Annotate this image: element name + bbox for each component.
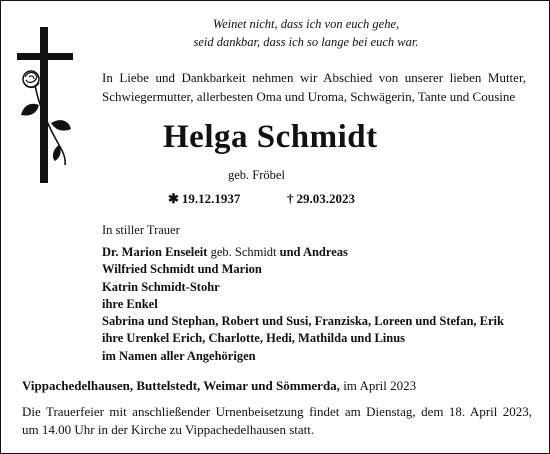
- mourner-partner: und Andreas: [279, 245, 348, 259]
- mourner-maiden: geb. Schmidt: [207, 245, 280, 259]
- motto-line-2: seid dankbar, dass ich so lange bei euch war.: [193, 35, 419, 49]
- places: Vippachedelhausen, Buttelstedt, Weimar und Sömmerda,: [22, 378, 340, 393]
- mourner-line: ihre Urenkel Erich, Charlotte, Hedi, Mathilda und Linus: [102, 331, 406, 346]
- mourner-line: Wilfried Schmidt und Marion: [102, 262, 262, 277]
- deceased-name: Helga Schmidt: [163, 119, 378, 155]
- farewell-line-2: Schwiegermutter, allerbesten Oma und Uroma, Schwägerin, Tante und Cousine: [102, 89, 516, 104]
- service-line-1: Die Trauerfeier mit anschließender Urnenbeisetzung findet am Dienstag, dem 18. April 2023,: [22, 404, 532, 419]
- motto-line-1: Weinet nicht, dass ich von euch gehe,: [212, 17, 400, 31]
- place-and-date: [22, 378, 416, 394]
- birth-date-value: 19.12.1937: [181, 191, 241, 206]
- service-line-2: um 14.00 Uhr in der Kirche zu Vippachedelhausen statt.: [22, 422, 315, 437]
- farewell-text: [102, 68, 526, 106]
- motto-verse: [141, 15, 471, 51]
- mourner-name: Dr. Marion Enseleit: [102, 245, 208, 259]
- mourners-list: [102, 244, 504, 365]
- mourner-line: ihre Enkel: [102, 296, 158, 311]
- notice-date: im April 2023: [339, 378, 417, 393]
- mourner-line: Katrin Schmidt-Stohr: [102, 279, 220, 294]
- death-date: [287, 191, 355, 207]
- grief-heading: In stiller Trauer: [102, 223, 180, 237]
- funeral-service-info: [22, 403, 532, 439]
- death-cross-icon: †: [287, 191, 294, 206]
- mourner-line: Sabrina und Stephan, Robert und Susi, Franziska, Loreen und Stefan, Erik: [102, 314, 504, 329]
- cross-with-rose-icon: [15, 27, 77, 183]
- birth-date: [168, 191, 240, 207]
- mourner-line: im Namen aller Angehörigen: [102, 348, 256, 363]
- farewell-line-1: In Liebe und Dankbarkeit nehmen wir Abschied von unserer lieben Mutter,: [102, 70, 526, 85]
- mourner-line: [102, 244, 504, 261]
- death-date-value: 29.03.2023: [296, 191, 355, 206]
- birth-star-icon: ✱: [168, 191, 179, 206]
- maiden-name: geb. Fröbel: [228, 168, 285, 182]
